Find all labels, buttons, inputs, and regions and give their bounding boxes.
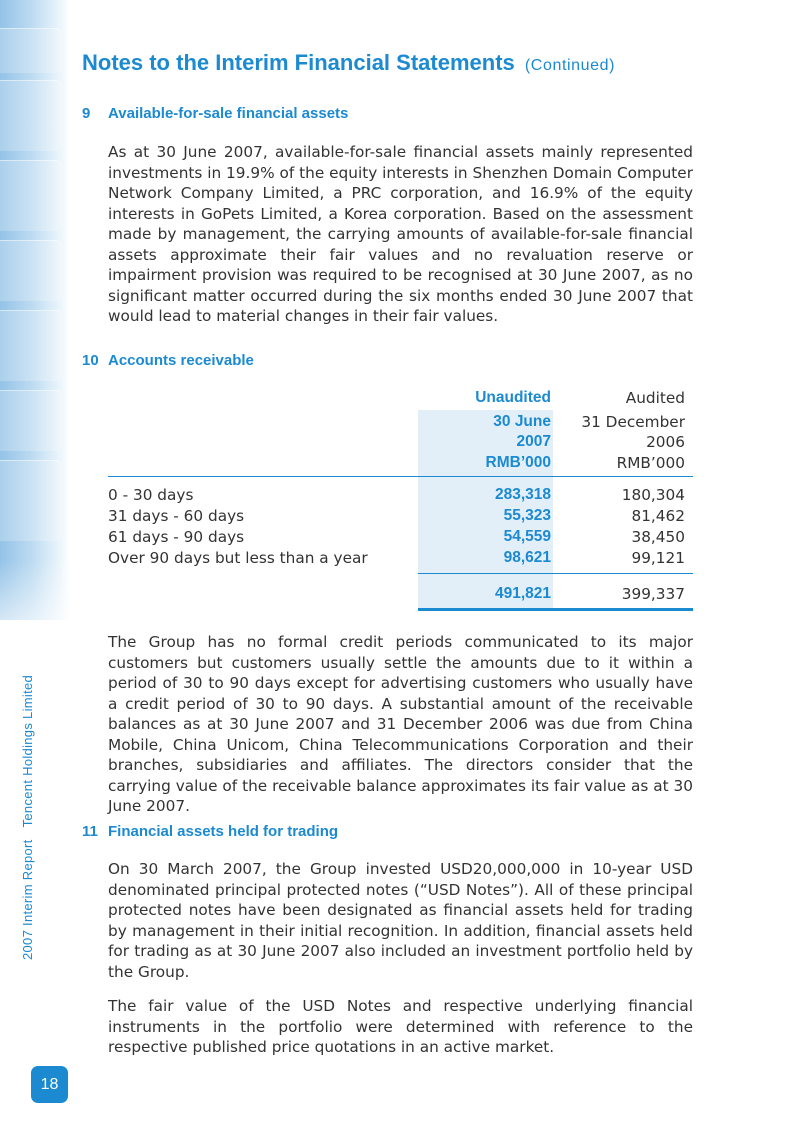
decorative-tile — [0, 240, 62, 301]
section-heading-11 — [82, 823, 338, 840]
decorative-tile — [0, 160, 62, 231]
company-name: Tencent Holdings Limited — [20, 674, 35, 828]
section-9-paragraph: As at 30 June 2007, available-for-sale financial assets mainly represented investments in 19.9% of the equity interests in Shenzhen Domain Computer Network Company Limited, a PRC corporation, and 16.9% of the equity interests in GoPets Limited, a Korea corporation. Based on the assessment made by management, the carrying amounts of available-for-sale financial assets approximate their fair values and no revaluation reserve or impairment provision was required to be recognised at 30 June 2007, as no significant matter occurred during the six months ended 30 June 2007 that would lead to material changes in their fair values. — [108, 143, 693, 325]
row-current-value: 283,318 — [494, 486, 551, 503]
decorative-tile — [0, 310, 62, 381]
section-11-paragraph-2: The fair value of the USD Notes and respective underlying financial instruments in the portfolio were determined with reference to the respective published price quotations in an active market. — [108, 997, 693, 1056]
header-rule — [108, 476, 693, 477]
section-heading-9 — [82, 105, 348, 122]
decorative-tile — [0, 80, 62, 151]
column-date-current: 30 June — [493, 413, 551, 430]
section-number: 11 — [82, 823, 98, 840]
decorative-tile — [0, 28, 62, 73]
section-number: 10 — [82, 352, 99, 369]
total-rule — [418, 608, 693, 611]
row-label: Over 90 days but less than a year — [108, 549, 368, 567]
subtotal-rule — [418, 573, 693, 574]
report-name: 2007 Interim Report — [20, 839, 35, 960]
row-current-value: 54,559 — [503, 528, 551, 545]
section-title: Accounts receivable — [108, 352, 254, 369]
column-status-previous: Audited — [625, 389, 685, 407]
column-year-current: 2007 — [516, 433, 551, 450]
section-heading-10 — [82, 352, 254, 369]
page-title-text: Notes to the Interim Financial Statements — [82, 50, 515, 75]
page-number-badge: 18 — [31, 1066, 68, 1103]
total-current-value: 491,821 — [494, 585, 551, 602]
sidebar-fade — [0, 560, 70, 660]
section-title: Financial assets held for trading — [108, 823, 339, 840]
row-previous-value: 99,121 — [631, 549, 685, 567]
column-date-previous: 31 December — [581, 413, 685, 431]
column-year-previous: 2006 — [646, 433, 685, 451]
section-10-paragraph: The Group has no formal credit periods communicated to its major customers but customers usually settle the amounts due to it within a period of 30 to 90 days except for advertising customers who usually have a credit period of 30 to 90 days. A substantial amount of the receivable balances as at 30 June 2007 and 31 December 2006 was due from China Mobile, China Unicom, China Telecommunications Corporation and their branches, subsidiaries and affiliates. The directors consider that the carrying value of the receivable balance approximates its fair value as at 30 June 2007. — [108, 633, 693, 815]
continued-label: (Continued) — [524, 57, 616, 74]
sidebar-running-title — [20, 675, 35, 960]
row-current-value: 55,323 — [503, 507, 551, 524]
section-title: Available-for-sale financial assets — [108, 105, 349, 122]
section-number: 9 — [82, 105, 91, 122]
decorative-tile — [0, 460, 62, 541]
row-label: 61 days - 90 days — [108, 528, 245, 546]
decorative-tile — [0, 390, 62, 451]
section-11-paragraph-1: On 30 March 2007, the Group invested USD20,000,000 in 10-year USD denominated principal protected notes (“USD Notes”). All of these principal protected notes have been designated as financial assets held for trading by management in their initial recognition. In addition, financial assets held for trading as at 30 June 2007 also included an investment portfolio held by the Group. — [108, 860, 693, 981]
decorative-sidebar-strip — [0, 0, 70, 620]
row-previous-value: 81,462 — [631, 507, 685, 525]
total-previous-value: 399,337 — [621, 585, 685, 603]
page-title — [82, 50, 615, 76]
row-label: 31 days - 60 days — [108, 507, 245, 525]
row-previous-value: 38,450 — [631, 528, 685, 546]
column-status-current: Unaudited — [475, 389, 551, 406]
row-current-value: 98,621 — [503, 549, 551, 566]
column-unit-previous: RMB’000 — [616, 454, 685, 472]
row-label: 0 - 30 days — [108, 486, 194, 504]
column-unit-current: RMB’000 — [485, 454, 551, 471]
row-previous-value: 180,304 — [621, 486, 685, 504]
